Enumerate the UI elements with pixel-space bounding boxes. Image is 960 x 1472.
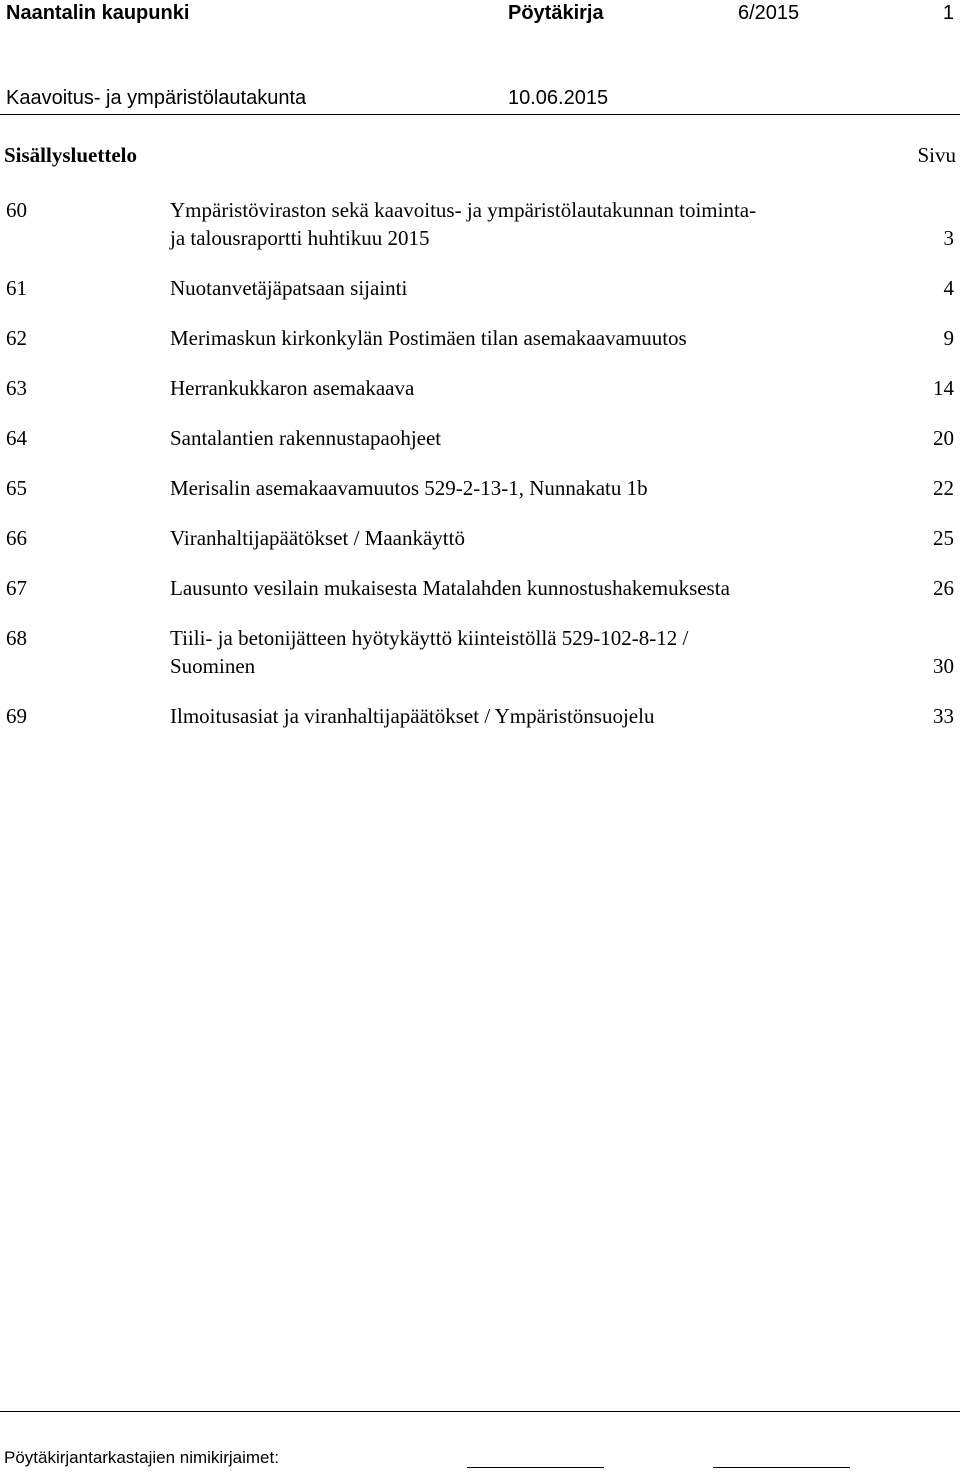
- toc-item-title: [170, 574, 880, 602]
- toc-item-title-line: Ympäristöviraston sekä kaavoitus- ja ympäristölautakunnan toiminta-: [170, 198, 757, 222]
- toc-item: [0, 624, 960, 680]
- toc-item: [0, 324, 960, 352]
- toc-item-number: 63: [6, 376, 27, 400]
- footer-initials-label: Pöytäkirjantarkastajien nimikirjaimet:: [4, 1448, 279, 1467]
- initials-line: [713, 1467, 850, 1468]
- initials-line: [467, 1467, 604, 1468]
- toc-heading-row: [0, 143, 960, 171]
- toc-item-title-line: Lausunto vesilain mukaisesta Matalahden kunnostushakemuksesta: [170, 576, 730, 600]
- document-number: 6/2015: [738, 2, 800, 24]
- toc-item-title-line: Nuotanvetäjäpatsaan sijainti: [170, 276, 408, 300]
- toc-item-title: [170, 702, 880, 730]
- toc-item-page: 20: [933, 426, 954, 450]
- toc-item-title-line: Ilmoitusasiat ja viranhaltijapäätökset / Ympäristönsuojelu: [170, 704, 655, 728]
- toc-item-title: [170, 624, 880, 680]
- toc-item-page: 30: [933, 654, 954, 678]
- document-type: Pöytäkirja: [508, 2, 604, 24]
- toc-item-number: 66: [6, 526, 27, 550]
- toc-item: [0, 474, 960, 502]
- toc-item-number: 67: [6, 576, 27, 600]
- toc-page-column-label: Sivu: [917, 143, 956, 167]
- toc-item-number: 62: [6, 326, 27, 350]
- page-number: 1: [942, 2, 954, 24]
- page-header: [0, 0, 960, 26]
- toc-item-page: 9: [943, 326, 954, 350]
- toc-item-number: 69: [6, 704, 27, 728]
- toc-item-number: 60: [6, 198, 27, 222]
- toc-item-page: 33: [933, 704, 954, 728]
- toc-item: [0, 702, 960, 730]
- toc-item-title-line: Viranhaltijapäätökset / Maankäyttö: [170, 526, 465, 550]
- toc-item: [0, 524, 960, 552]
- toc-item-title-line: Tiili- ja betonijätteen hyötykäyttö kiinteistöllä 529-102-8-12 /: [170, 626, 689, 650]
- toc-title: Sisällysluettelo: [4, 143, 138, 167]
- toc-item: [0, 274, 960, 302]
- toc-item: [0, 196, 960, 252]
- toc-item-title-line: ja talousraportti huhtikuu 2015: [170, 226, 430, 250]
- header-divider: [0, 114, 960, 115]
- toc-item-title: [170, 424, 880, 452]
- toc-item-title: [170, 196, 880, 252]
- toc-item-title-line: Suominen: [170, 654, 256, 678]
- toc-item-title-line: Merisalin asemakaavamuutos 529-2-13-1, Nunnakatu 1b: [170, 476, 648, 500]
- toc-item-title-line: Santalantien rakennustapaohjeet: [170, 426, 442, 450]
- toc-list: [0, 196, 960, 752]
- toc-item-page: 4: [943, 276, 954, 300]
- toc-item: [0, 424, 960, 452]
- toc-item-page: 14: [933, 376, 954, 400]
- toc-item-title: [170, 524, 880, 552]
- toc-item-page: 22: [933, 476, 954, 500]
- page-footer: [0, 1448, 960, 1472]
- toc-item-title-line: Herrankukkaron asemakaava: [170, 376, 415, 400]
- toc-item-page: 26: [933, 576, 954, 600]
- toc-item-title: [170, 474, 880, 502]
- toc-item-title: [170, 274, 880, 302]
- meeting-date: 10.06.2015: [508, 87, 609, 109]
- footer-divider: [0, 1411, 960, 1412]
- page-subheader: [0, 87, 960, 113]
- toc-item: [0, 574, 960, 602]
- toc-item-title-line: Merimaskun kirkonkylän Postimäen tilan asemakaavamuutos: [170, 326, 687, 350]
- board-name: Kaavoitus- ja ympäristölautakunta: [6, 87, 307, 109]
- toc-item-number: 61: [6, 276, 27, 300]
- toc-item-number: 68: [6, 626, 27, 650]
- toc-item-page: 25: [933, 526, 954, 550]
- toc-item-title: [170, 374, 880, 402]
- toc-item-number: 64: [6, 426, 27, 450]
- toc-item-page: 3: [943, 226, 954, 250]
- toc-item-number: 65: [6, 476, 27, 500]
- toc-item: [0, 374, 960, 402]
- toc-item-title: [170, 324, 880, 352]
- organization-name: Naantalin kaupunki: [6, 2, 190, 24]
